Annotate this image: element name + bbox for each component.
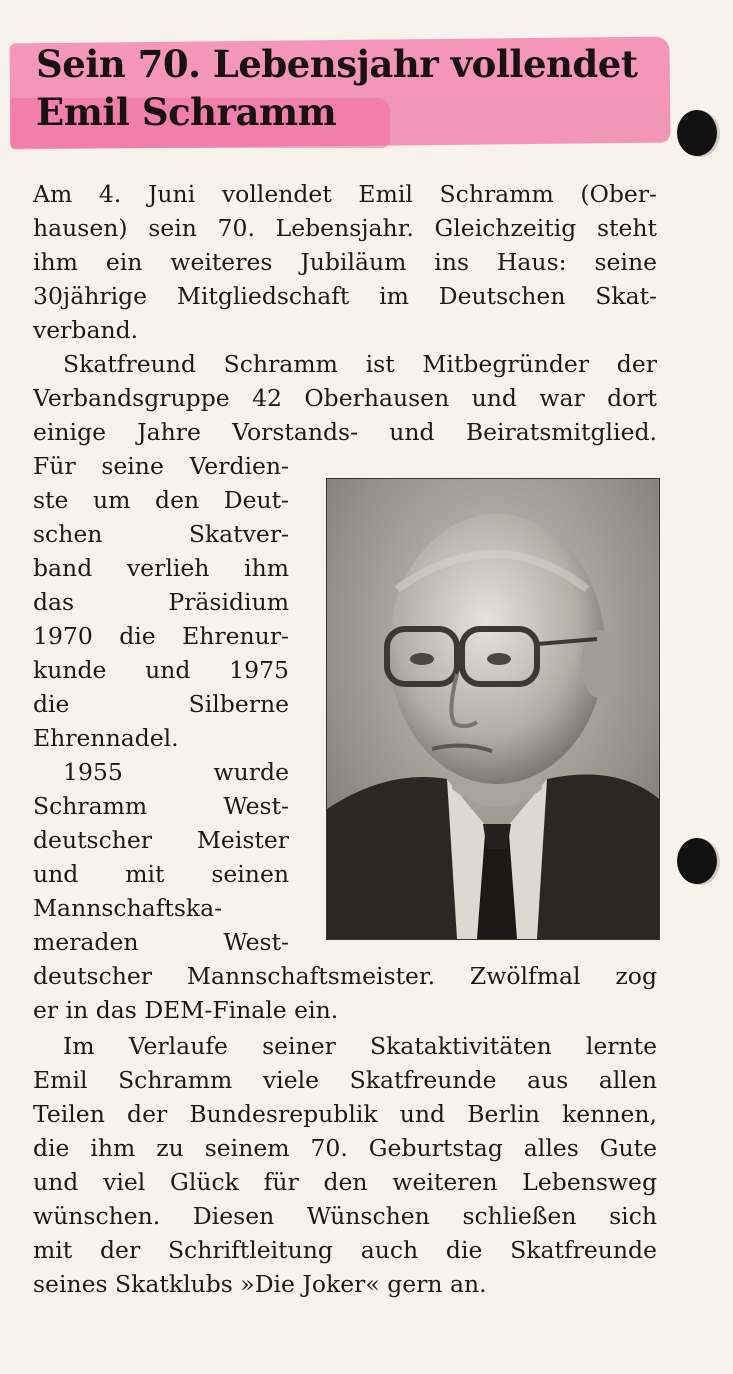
- after-line: er in das DEM-Finale ein.: [33, 996, 339, 1024]
- last-line: Teilen der Bundesrepublik und Berlin kennen,: [33, 1100, 657, 1128]
- narrow-line: meraden West-: [33, 928, 289, 956]
- headline-line-1: Sein 70. Lebensjahr vollendet: [36, 42, 638, 86]
- narrow-line: Ehrennadel.: [33, 724, 179, 752]
- narrow-line: Für seine Verdien-: [33, 452, 289, 480]
- p1-line: 30jährige Mitgliedschaft im Deutschen Skat-: [33, 282, 657, 310]
- narrow-line: band verlieh ihm: [33, 554, 289, 582]
- narrow-line: die Silberne: [33, 690, 289, 718]
- last-line: die ihm zu seinem 70. Geburtstag alles Gute: [33, 1134, 657, 1162]
- last-line: wünschen. Diesen Wünschen schließen sich: [33, 1202, 657, 1230]
- p1-line: verband.: [33, 316, 139, 344]
- p2-line: einige Jahre Vorstands- und Beiratsmitglied.: [33, 418, 657, 446]
- narrow-line: ste um den Deut-: [33, 486, 289, 514]
- after-line: deutscher Mannschaftsmeister. Zwölfmal zog: [33, 962, 657, 990]
- narrow-line: kunde und 1975: [33, 656, 289, 684]
- narrow-line: Mannschaftska-: [33, 894, 223, 922]
- punch-hole-top: [677, 110, 717, 156]
- headline-line-2: Emil Schramm: [36, 90, 337, 134]
- p2-line: Skatfreund Schramm ist Mitbegründer der: [63, 350, 657, 378]
- p2-line: Verbandsgruppe 42 Oberhausen und war dort: [33, 384, 657, 412]
- last-line: mit der Schriftleitung auch die Skatfreunde: [33, 1236, 657, 1264]
- paragraph-final: [33, 1029, 657, 1301]
- narrow-column-text: [33, 449, 289, 959]
- p1-line: Am 4. Juni vollendet Emil Schramm (Ober-: [33, 180, 657, 208]
- headline: [36, 40, 676, 136]
- punch-hole-bottom: [677, 838, 717, 884]
- narrow-line: deutscher Meister: [33, 826, 289, 854]
- narrow-line: 1955 wurde: [63, 758, 289, 786]
- narrow-line: schen Skatver-: [33, 520, 289, 548]
- portrait-illustration: [327, 479, 659, 939]
- portrait-photo: [326, 478, 660, 940]
- narrow-line: Schramm West-: [33, 792, 289, 820]
- p1-line: ihm ein weiteres Jubiläum ins Haus: seine: [33, 248, 657, 276]
- paragraph-continuation: [33, 959, 657, 1027]
- p1-line: hausen) sein 70. Lebensjahr. Gleichzeitig steht: [33, 214, 657, 242]
- narrow-line: das Präsidium: [33, 588, 289, 616]
- narrow-line: und mit seinen: [33, 860, 289, 888]
- last-line: seines Skatklubs »Die Joker« gern an.: [33, 1270, 487, 1298]
- paragraph-2: [33, 347, 657, 449]
- last-line: und viel Glück für den weiteren Lebensweg: [33, 1168, 657, 1196]
- last-line: Im Verlaufe seiner Skataktivitäten lernte: [63, 1032, 657, 1060]
- last-line: Emil Schramm viele Skatfreunde aus allen: [33, 1066, 657, 1094]
- narrow-line: 1970 die Ehrenur-: [33, 622, 289, 650]
- paragraph-1: [33, 177, 657, 347]
